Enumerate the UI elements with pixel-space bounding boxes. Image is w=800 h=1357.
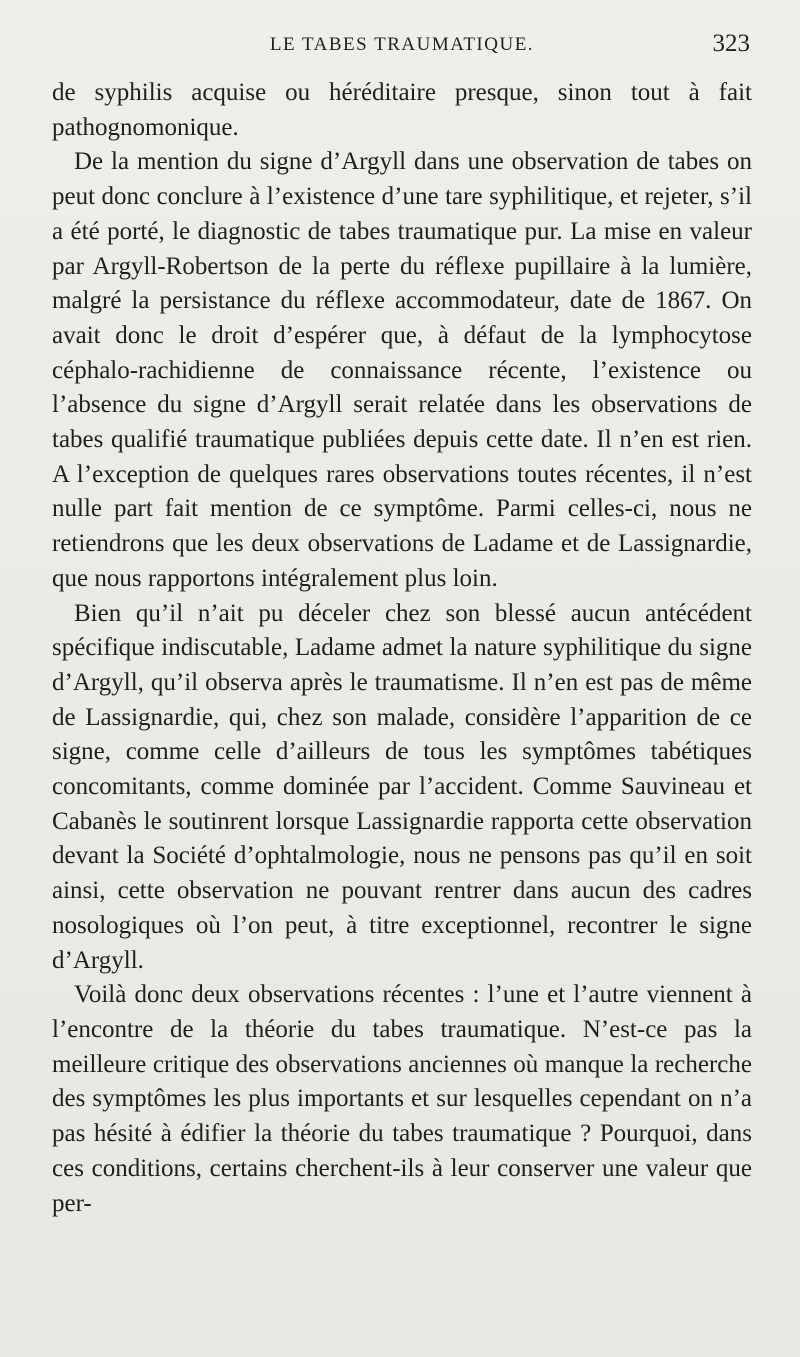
paragraph-ladame-lassignardie: Bien qu’il n’ait pu déceler chez son blessé aucun antécédent spécifique indiscutable, Ladame admet la nature syphilitique du signe d’Argyll, qu’il observa après le traumatisme. Il n’en est pas de même de Lassignardie, qui, chez son malade, considère l’apparition de ce signe, comme celle d’ailleurs de tous les symptômes tabétiques concomitants, comme dominée par l’accident. Comme Sauvineau et Cabanès le soutinrent lorsque Lassignardie rapporta cette observation devant la Société d’ophtalmologie, nous ne pensons pas qu’il en soit ainsi, cette observation ne pouvant rentrer dans aucun des cadres nosologiques où l’on peut, à titre exceptionnel, recontrer le signe d’Argyll.	[52, 599, 752, 974]
paragraph-argyll-sign: De la mention du signe d’Argyll dans une observation de tabes on peut donc conclure à l’existence d’une tare syphilitique, et rejeter, s’il a été porté, le diagnostic de tabes traumatique pur. La mise en valeur par Argyll-Robertson de la perte du réflexe pupillaire à la lumière, malgré la persistance du réflexe accommodateur, date de 1867. On avait donc le droit d’espérer que, à défaut de la lymphocytose céphalo-rachidienne de connaissance récente, l’existence ou l’absence du signe d’Argyll serait relatée dans les observations de tabes qualifié traumatique publiées depuis cette date. Il n’en est rien. A l’exception de quelques rares observations toutes récentes, il n’est nulle part fait mention de ce symptôme. Parmi celles-ci, nous ne retiendrons que les deux observations de Ladame et de Lassignardie, que nous rapportons intégralement plus loin.	[52, 148, 752, 592]
page-header	[52, 28, 752, 68]
paragraph-continuation: de syphilis acquise ou héréditaire presque, sinon tout à fait pathognomonique.	[52, 79, 752, 141]
page-number: 323	[712, 30, 750, 57]
page-body	[52, 76, 752, 1221]
paragraph-conclusion: Voilà donc deux observations récentes : l’une et l’autre viennent à l’encontre de la théorie du tabes traumatique. N’est-ce pas la meilleure critique des observations anciennes où manque la recherche des symptômes les plus importants et sur lesquelles cependant on n’a pas hésité à édifier la théorie du tabes traumatique ? Pourquoi, dans ces conditions, certains cherchent-ils à leur conserver une valeur que per-	[52, 981, 752, 1217]
running-title: LE TABES TRAUMATIQUE.	[269, 34, 535, 55]
